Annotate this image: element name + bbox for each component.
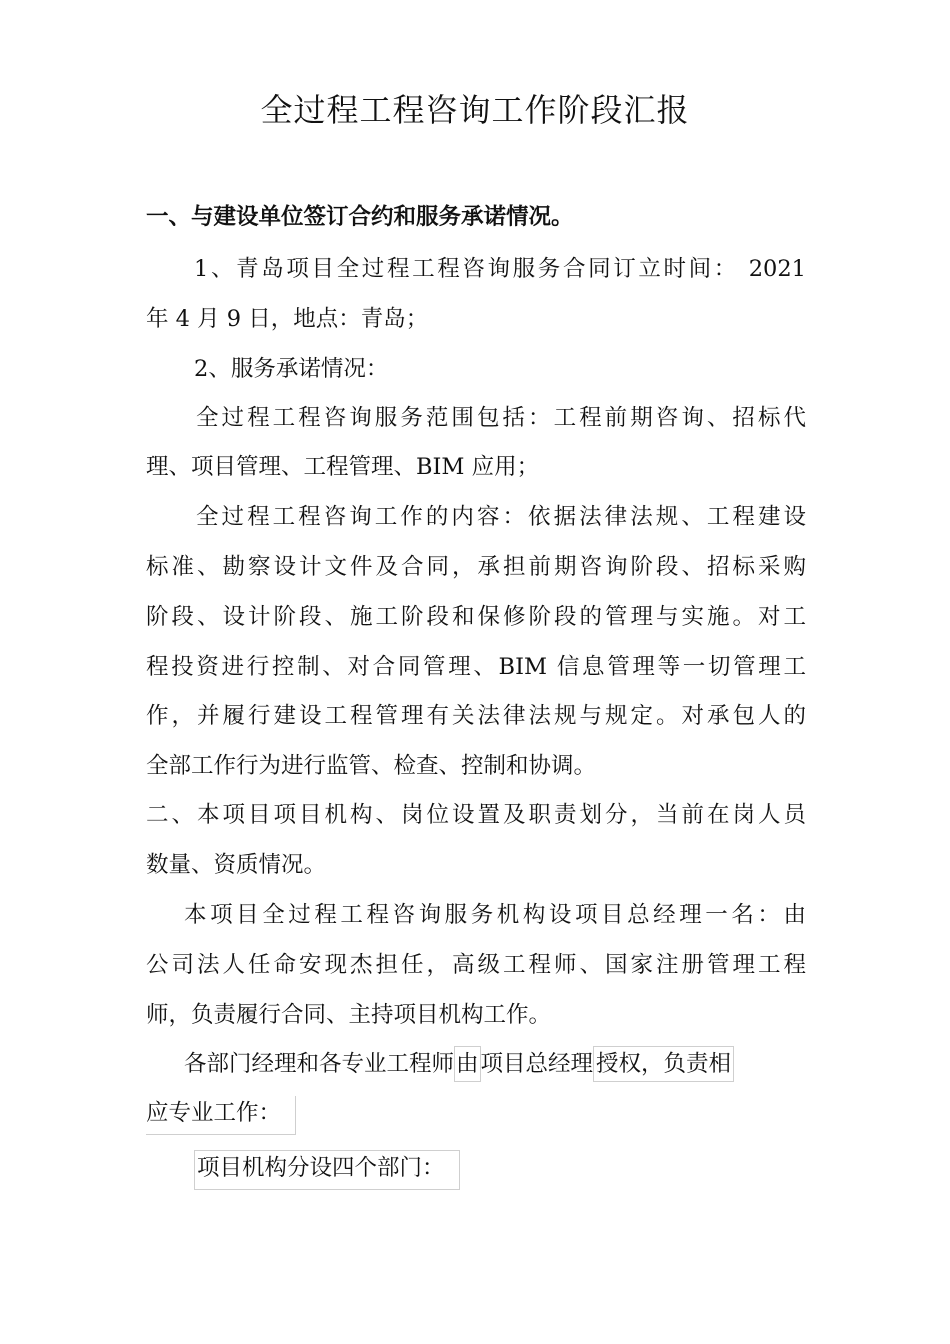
section1-heading: 一、与建设单位签订合约和服务承诺情况。 [146, 204, 574, 230]
paragraph-line: 全过程工程咨询工作的内容：依据法律法规、工程建设 [196, 504, 806, 530]
paragraph-line [184, 1046, 806, 1082]
section2-heading: 数量、资质情况。 [146, 852, 327, 878]
text-run: 各部门经理和各专业工程师 [184, 1051, 455, 1077]
paragraph-line: 阶段、设计阶段、施工阶段和保修阶段的管理与实施。对工 [146, 604, 806, 630]
document-title: 全过程工程咨询工作阶段汇报 [260, 91, 690, 129]
tracked-change-box: 项目机构分设四个部门： [194, 1150, 460, 1190]
paragraph-line: 师，负责履行合同、主持项目机构工作。 [146, 1002, 552, 1028]
text-run: 项目总经理 [480, 1051, 594, 1077]
paragraph-line: 2、服务承诺情况： [194, 356, 389, 382]
tracked-change-box: 由 [454, 1046, 481, 1082]
section2-heading: 二、本项目项目机构、岗位设置及职责划分，当前在岗人员 [146, 802, 806, 828]
paragraph-line: 全部工作行为进行监管、检查、控制和协调。 [146, 753, 597, 779]
paragraph-line: 1、青岛项目全过程工程咨询服务合同订立时间： 2021 [194, 256, 806, 282]
paragraph-line: 年 4 月 9 日，地点：青岛； [146, 306, 429, 332]
paragraph-line: 本项目全过程工程咨询服务机构设项目总经理一名：由 [184, 902, 806, 928]
tracked-change-box: 应专业工作： [146, 1096, 296, 1135]
paragraph-line [194, 1150, 460, 1190]
paragraph-line: 作，并履行建设工程管理有关法律法规与规定。对承包人的 [146, 703, 806, 729]
paragraph-line: 理、项目管理、工程管理、BIM 应用； [146, 454, 540, 480]
paragraph-line: 公司法人任命安现杰担任，高级工程师、国家注册管理工程 [146, 952, 806, 978]
paragraph-line: 程投资进行控制、对合同管理、BIM 信息管理等一切管理工 [146, 654, 806, 680]
paragraph-line [146, 1096, 296, 1135]
paragraph-line: 全过程工程咨询服务范围包括：工程前期咨询、招标代 [196, 405, 806, 431]
tracked-change-box: 授权，负责相 [593, 1046, 734, 1082]
paragraph-line: 标准、勘察设计文件及合同，承担前期咨询阶段、招标采购 [146, 554, 806, 580]
